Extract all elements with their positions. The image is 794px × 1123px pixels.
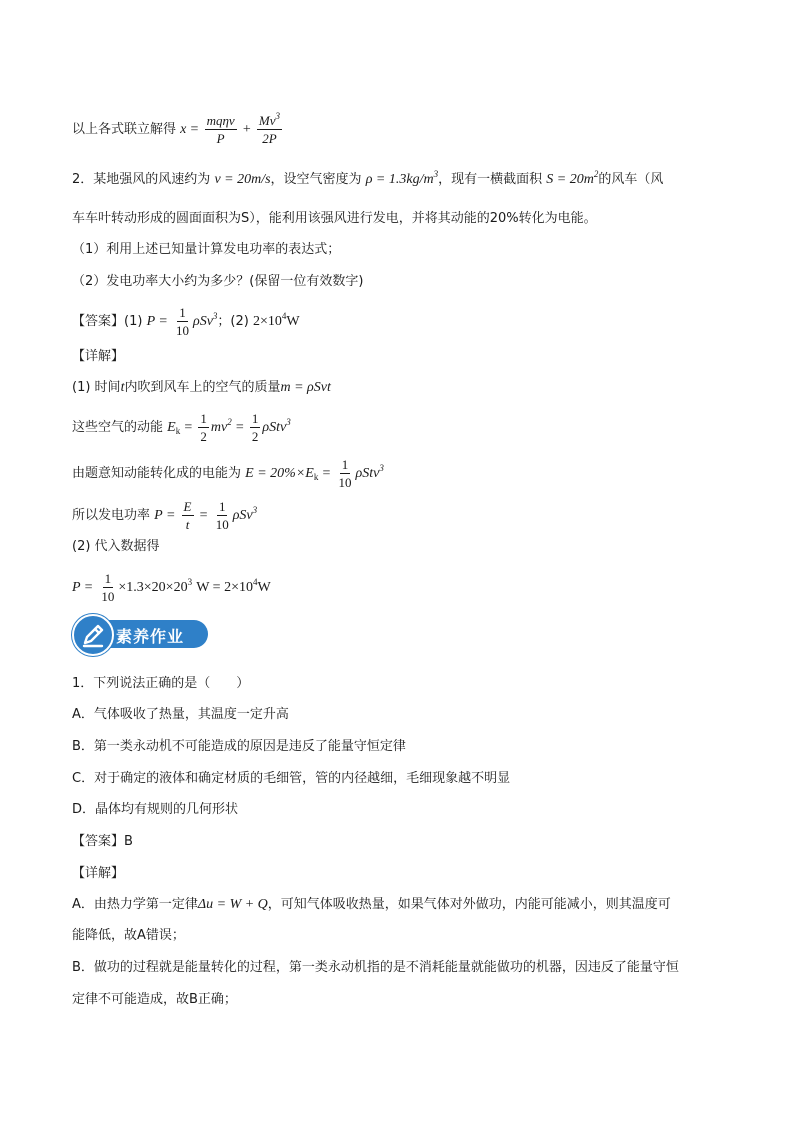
- hw1-answer: [72, 832, 133, 852]
- q2-text-3: ，现有一横截面积: [438, 172, 543, 187]
- detail-line-6: [72, 572, 271, 603]
- q2-area-text: S = 20m: [546, 172, 594, 187]
- fraction-2-num: [257, 111, 282, 130]
- fraction-1-den: P: [216, 131, 225, 146]
- q2-line-1: [72, 170, 663, 190]
- plus: +: [242, 122, 251, 137]
- detail-4-frac-a-num: E: [183, 499, 192, 514]
- detail-3eq2: =: [322, 466, 331, 481]
- detail-4-frac-b-num: 1: [218, 499, 226, 514]
- pencil-icon-svg: [74, 616, 112, 654]
- prev-solution-line: [72, 111, 284, 146]
- hw1-detail-a-2: 能降低，故A错误；: [72, 928, 185, 943]
- answer-label: 【答案】: [72, 314, 125, 329]
- detail-6a: [118, 577, 193, 595]
- q2-density-sup: 3: [433, 169, 439, 179]
- detail-3-frac-num: 1: [341, 457, 349, 472]
- detail-4tail-sup: 3: [252, 505, 258, 515]
- answer-value: [252, 311, 300, 329]
- q2-answer: [72, 306, 300, 337]
- hw1-detail-a-eq: Δu = W + Q: [197, 897, 268, 912]
- hw1-option-b: B．第一类永动机不可能造成的原因是违反了能量守恒定律: [72, 739, 406, 754]
- detail-6-frac-den: 10: [101, 589, 115, 604]
- detail-line-2: [72, 412, 291, 443]
- hw1-detail-a-1a: A．由热力学第一定律: [72, 897, 198, 912]
- hw1-detail-b-2: 定律不可能造成，故B正确；: [72, 992, 237, 1007]
- answer-value-text: 2×10: [252, 314, 282, 329]
- fraction-2-den: 2P: [262, 131, 277, 146]
- detail-4-frac-b: [214, 500, 231, 531]
- q2-text-1: 某地强风的风速约为: [93, 172, 211, 187]
- detail-3tail-text: ρStv: [355, 466, 380, 481]
- detail-line-5: (2) 代入数据得: [72, 539, 160, 554]
- detail-3a: 由题意知动能转化成的电能为: [72, 466, 242, 481]
- detail-2-frac-a: [198, 412, 209, 443]
- detail-2a: 这些空气的动能: [72, 420, 164, 435]
- pencil-icon: [72, 614, 114, 656]
- detail-1t: t: [120, 380, 125, 395]
- detail-3tail-sup: 3: [379, 463, 384, 473]
- banner-title: 素养作业: [116, 627, 185, 646]
- fraction-2-num-text: Mv: [258, 113, 276, 128]
- section-banner: [72, 614, 210, 654]
- detail-2-frac-b: [250, 412, 261, 443]
- hw1-option-d: D．晶体均有规则的几何形状: [72, 802, 239, 817]
- q2-sub-1: （1）利用上述已知量计算发电功率的表达式；: [72, 242, 341, 257]
- detail-line-3: [72, 458, 384, 489]
- q2-text-2: ，设空气密度为: [270, 172, 362, 187]
- detail-4tail: [232, 505, 258, 523]
- hw1-detail-a-1b: ，可知气体吸收热量，如果气体对外做功，内能可能减小，则其温度可: [267, 897, 671, 912]
- detail-2-frac-b-den: 2: [251, 429, 259, 444]
- detail-6p: P =: [72, 580, 94, 595]
- detail-2e-sub: k: [175, 426, 181, 436]
- detail-2m: [210, 417, 232, 435]
- detail-2tail-text: ρStv: [262, 420, 287, 435]
- detail-2-frac-a-num: 1: [200, 411, 207, 426]
- detail-label: 【详解】: [72, 349, 125, 364]
- detail-1a: (1) 时间: [72, 380, 121, 395]
- answer-unit: W: [286, 314, 300, 329]
- detail-2m-sup: 2: [227, 417, 232, 427]
- answer-frac-num: 1: [179, 305, 186, 320]
- detail-2e-text: E: [167, 420, 176, 435]
- detail-3eq: [245, 466, 318, 481]
- detail-2-frac-a-den: 2: [200, 429, 207, 444]
- q2-area: [546, 169, 599, 187]
- detail-6-frac: [99, 572, 116, 603]
- detail-4eq: =: [199, 508, 208, 523]
- detail-4-frac-a-den: t: [185, 517, 190, 532]
- answer-part-1: (1): [124, 314, 143, 329]
- detail-4-frac-a: [182, 500, 194, 531]
- detail-3tail: [355, 463, 384, 481]
- detail-2e: [167, 420, 180, 435]
- detail-3-frac-den: 10: [338, 475, 352, 490]
- hw1-detail-b-1: B．做功的过程就是能量转化的过程，第一类永动机指的是不消耗能量就能做功的机器，因违反了能量守恒: [72, 960, 679, 975]
- equals: =: [190, 122, 199, 137]
- q2-area-sup: 2: [593, 169, 599, 179]
- answer-sep: ；(2): [217, 314, 249, 329]
- detail-6b: [196, 577, 271, 595]
- var-x: x: [180, 122, 187, 137]
- prev-solution-prefix: 以上各式联立解得: [72, 122, 177, 137]
- detail-line-4: [72, 500, 257, 531]
- detail-2tail: [262, 417, 291, 435]
- hw1-option-a: A．气体吸收了热量，其温度一定升高: [72, 707, 289, 722]
- answer-p-eq: P =: [146, 314, 168, 329]
- detail-6c: W: [257, 580, 271, 595]
- answer-tail-text: ρSv: [192, 314, 213, 329]
- detail-1eq: m = ρSvt: [280, 380, 331, 395]
- detail-4-frac-b-den: 10: [215, 517, 229, 532]
- fraction-2-sup: 3: [275, 111, 280, 121]
- fraction-1-num: mqηv: [206, 113, 235, 128]
- answer-value-sup: 4: [281, 311, 287, 321]
- q2-line-2: 车车叶转动形成的圆面面积为S），能利用该强风进行发电，并将其动能的20%转化为电能。: [72, 211, 597, 226]
- hw1-option-c: C．对于确定的液体和确定材质的毛细管，管的内径越细，毛细现象越不明显: [72, 771, 511, 786]
- answer-tail: [192, 311, 218, 329]
- q2-text-4: 的风车（风: [598, 172, 664, 187]
- detail-6b-sup: 4: [252, 577, 258, 587]
- detail-6-frac-num: 1: [104, 571, 112, 586]
- detail-4tail-text: ρSv: [232, 508, 253, 523]
- detail-6a-text: ×1.3×20×20: [118, 580, 188, 595]
- detail-3eq-sub: k: [313, 472, 319, 482]
- fraction-1: [205, 114, 237, 145]
- q2-velocity: v = 20m/s: [214, 172, 271, 187]
- detail-2eq2: =: [235, 420, 244, 435]
- detail-2tail-sup: 3: [286, 417, 291, 427]
- detail-3-frac: [337, 458, 354, 489]
- detail-6b-text: W = 2×10: [196, 580, 253, 595]
- detail-2m-text: mv: [210, 420, 228, 435]
- q2-sub-2: （2）发电功率大小约为多少？(保留一位有效数字): [72, 274, 364, 289]
- hw1-stem: 1．下列说法正确的是（ ）: [72, 676, 250, 691]
- hw1-detail-a-1: [72, 895, 671, 915]
- hw1-answer-value: B: [124, 834, 133, 849]
- q2-density: [365, 169, 439, 187]
- detail-line-1: [72, 378, 331, 398]
- answer-frac-den: 10: [175, 323, 189, 338]
- hw1-answer-label: 【答案】: [72, 834, 125, 849]
- detail-3eq-text: E = 20%×E: [245, 466, 314, 481]
- detail-6a-sup: 3: [187, 577, 193, 587]
- q2-number: 2．: [72, 172, 94, 187]
- detail-2-frac-b-num: 1: [251, 411, 259, 426]
- answer-fraction: [174, 306, 191, 337]
- detail-4a: 所以发电功率: [72, 508, 151, 523]
- detail-2eq: =: [184, 420, 193, 435]
- q2-density-text: ρ = 1.3kg/m: [365, 172, 434, 187]
- fraction-2: [257, 111, 282, 146]
- answer-tail-sup: 3: [212, 311, 218, 321]
- hw1-detail-label: 【详解】: [72, 866, 125, 881]
- detail-1b: 内吹到风车上的空气的质量: [124, 380, 281, 395]
- detail-4p: P =: [154, 508, 176, 523]
